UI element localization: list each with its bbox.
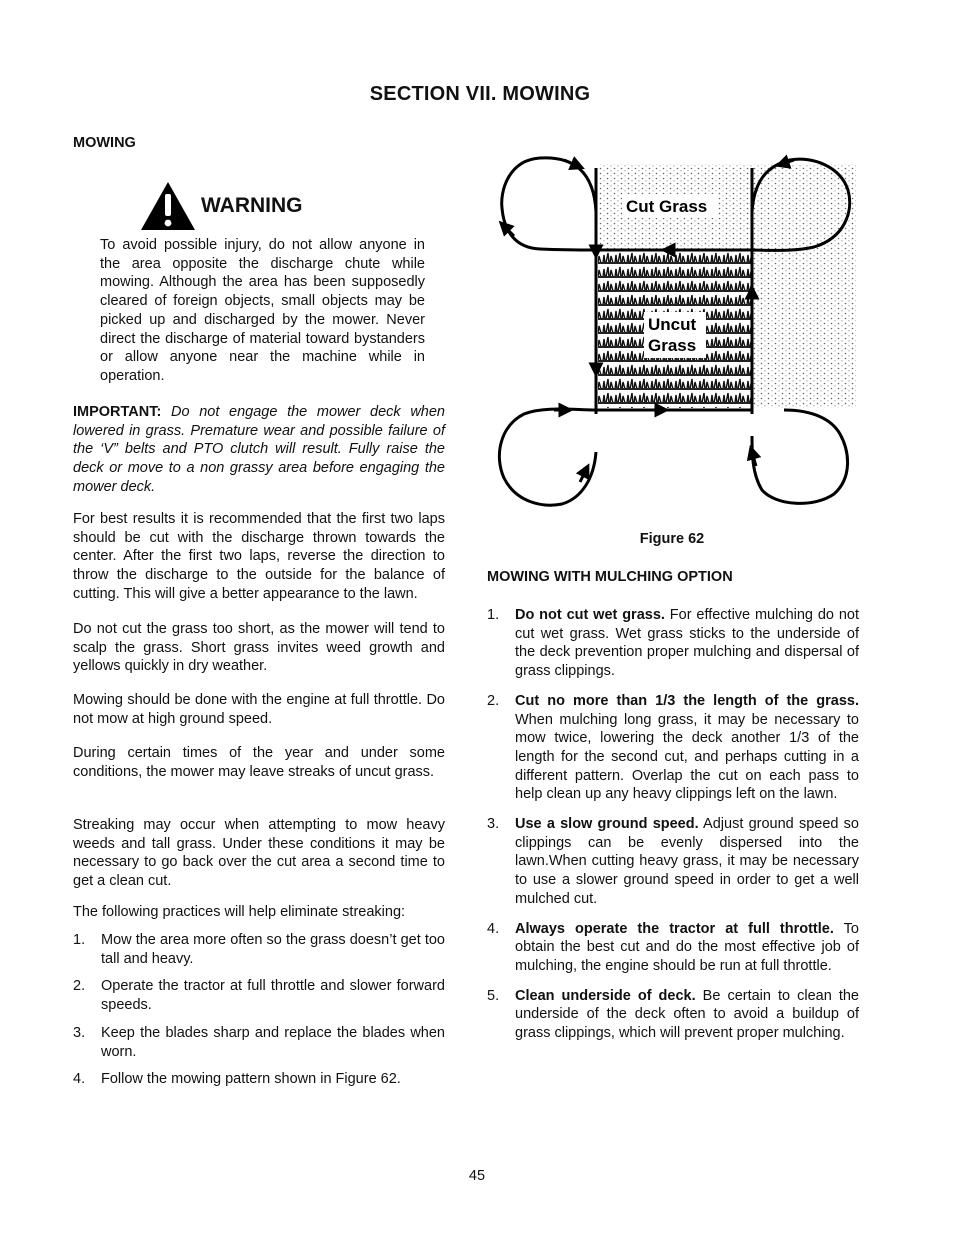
- list-item: 3. Keep the blades sharp and replace the blades when worn.: [73, 1024, 445, 1060]
- list-item: 2. Operate the tractor at full throttle and slower forward speeds.: [73, 978, 445, 1014]
- mowing-pattern-figure: [494, 152, 860, 512]
- warning-text: To avoid possible injury, do not allow anyone in the area opposite the discharge chute while mowing. Although the area has been supposedly cleared of foreign objects, small objects may be picked up and discharged by the mower. Never direct the discharge of material toward bystanders or allow anyone near the machine while in operation.: [100, 237, 425, 384]
- grass-label: Grass: [648, 336, 697, 355]
- list-item: 1. Do not cut wet grass. For effective mulching do not cut wet grass. Wet grass sticks to the underside of the deck prevention proper mulching and dispersal of grass clippings.: [487, 607, 859, 680]
- list-item: 1. Mow the area more often so the grass doesn’t get too tall and heavy.: [73, 932, 445, 967]
- important-text: Do not engage the mower deck when lowered in grass. Premature wear and possible failure of the ‘V” belts and PTO clutch will result. Fully raise the deck or move to a non grassy area before engaging the mower deck.: [73, 404, 445, 495]
- warning-title: WARNING: [201, 194, 303, 217]
- paragraph-laps: For best results it is recommended that the first two laps should be cut with the discharge thrown towards the center. After the first two laps, reverse the direction to throw the discharge to the outside for the balance of cutting. This will give a better appearance to the lawn.: [73, 511, 445, 602]
- figure-caption: Figure 62: [639, 531, 705, 547]
- paragraph-streaks: During certain times of the year and under some conditions, the mower may leave streaks of uncut grass.: [73, 745, 445, 780]
- uncut-label: Uncut: [648, 315, 697, 334]
- streaking-list: [73, 931, 445, 1089]
- paragraph-grass-height: Do not cut the grass too short, as the mower will tend to scalp the grass. Short grass invites weed growth and yellows quickly in dry weather.: [73, 621, 445, 675]
- warning-triangle-icon: [140, 181, 196, 231]
- mowing-heading: MOWING: [73, 135, 136, 151]
- section-title: SECTION VII. MOWING: [369, 83, 591, 105]
- mulching-heading: MOWING WITH MULCHING OPTION: [487, 569, 733, 585]
- important-note: [73, 403, 445, 497]
- mulching-list: [487, 606, 859, 1043]
- list-item: 4. Always operate the tractor at full throttle. To obtain the best cut and do the most effective job of mulching, the engine should be run at full throttle.: [487, 920, 859, 974]
- list-item: 5. Clean underside of deck. Be certain to clean the underside of the deck often to avoid a buildup of grass clippings, which will prevent proper mulching.: [487, 987, 859, 1042]
- paragraph-streaking: Streaking may occur when attempting to mow heavy weeds and tall grass. Under these conditions it may be necessary to go back over the cut area a second time to get a clean cut.: [73, 817, 445, 890]
- important-label: IMPORTANT:: [73, 404, 162, 420]
- paragraph-throttle: Mowing should be done with the engine at full throttle. Do not mow at high ground speed.: [73, 692, 445, 727]
- cut-grass-label: Cut Grass: [626, 197, 708, 216]
- page-number: 45: [468, 1168, 486, 1184]
- list-item: 2. Cut no more than 1/3 the length of the grass. When mulching long grass, it may be necessary to mow twice, lowering the deck another 1/3 of the length for the second cut, and perhaps cutting in a different pattern. Overlap the cut on each pass to help clean up any heavy clippings left on the lawn.: [487, 692, 859, 803]
- list-item: 3. Use a slow ground speed. Adjust ground speed so clippings can be evenly dispersed into the lawn.When cutting heavy grass, it may be necessary to use a slower ground speed in order to get a well mulched cut.: [487, 816, 859, 907]
- list-item: 4. Follow the mowing pattern shown in Figure 62.: [73, 1071, 401, 1088]
- paragraph-practices: The following practices will help eliminate streaking:: [73, 904, 406, 920]
